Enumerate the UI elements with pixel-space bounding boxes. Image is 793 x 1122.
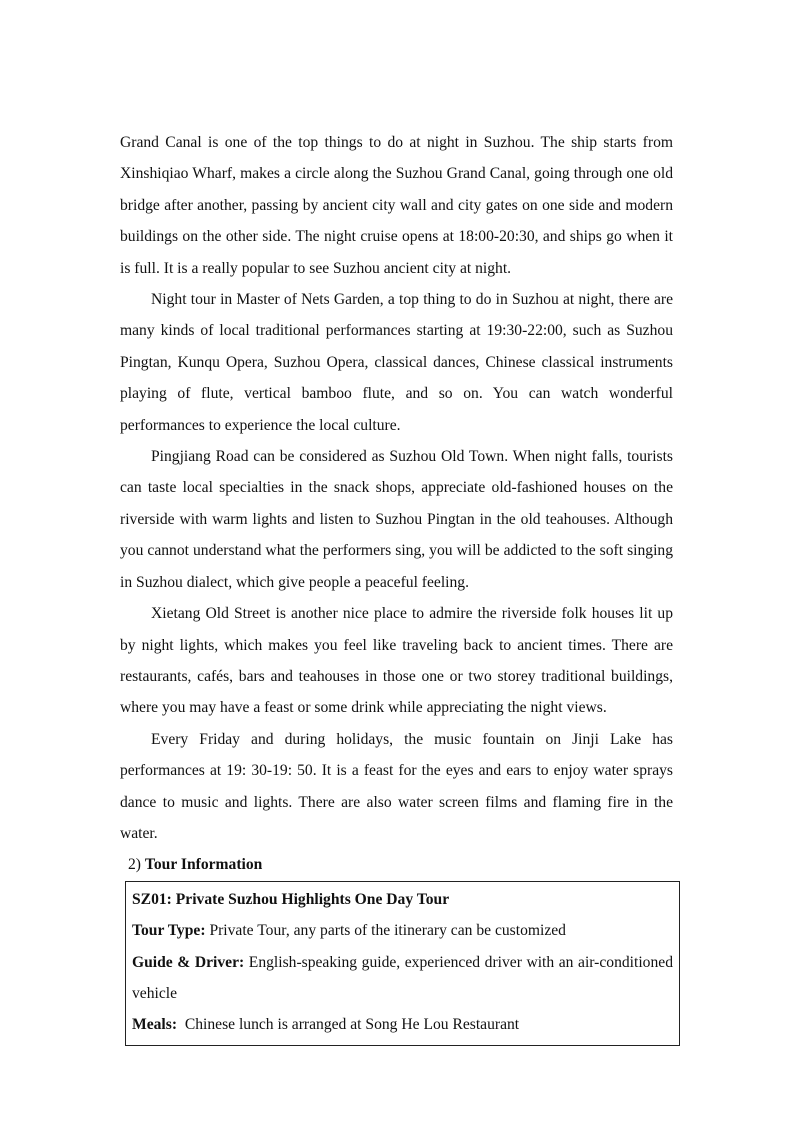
tour-info-box bbox=[125, 881, 680, 1046]
guide-driver-label: Guide & Driver: bbox=[132, 953, 245, 971]
paragraph-master-of-nets-garden: Night tour in Master of Nets Garden, a top thing to do in Suzhou at night, there are many kinds of local traditional performances starting at 19:30-22:00, such as Suzhou Pingtan, Kunqu Opera, Suzhou Opera, classical dances, Chinese classical instruments playing of flute, vertical bamboo flute, and so on. You can watch wonderful performances to experience the local culture. bbox=[120, 291, 673, 434]
tour-type-line bbox=[132, 915, 673, 946]
section-heading bbox=[120, 849, 673, 880]
guide-driver-line bbox=[132, 947, 673, 1010]
section-title: Tour Information bbox=[144, 856, 263, 874]
tour-type-label: Tour Type: bbox=[132, 922, 206, 940]
paragraph-pingjiang-road: Pingjiang Road can be considered as Suzhou Old Town. When night falls, tourists can taste local specialties in the snack shops, appreciate old-fashioned houses on the riverside with warm lights and listen to Suzhou Pingtan in the old teahouses. Although you cannot understand what the performers sing, you will be addicted to the soft singing in Suzhou dialect, which give people a peaceful feeling. bbox=[120, 448, 673, 591]
document-page bbox=[120, 127, 673, 1046]
meals-label: Meals: bbox=[132, 1016, 178, 1034]
section-number: 2) bbox=[128, 856, 141, 874]
tour-title: SZ01: Private Suzhou Highlights One Day Tour bbox=[132, 890, 450, 908]
guide-driver-value: English-speaking guide, experienced driver with an air-conditioned vehicle bbox=[132, 953, 673, 1002]
tour-type-value: Private Tour, any parts of the itinerary can be customized bbox=[209, 922, 566, 940]
paragraph-xietang-old-street: Xietang Old Street is another nice place to admire the riverside folk houses lit up by night lights, which makes you feel like traveling back to ancient times. There are restaurants, cafés, bars and teahouses in those one or two storey traditional buildings, where you may have a feast or some drink while appreciating the night views. bbox=[120, 605, 673, 717]
paragraph-grand-canal: Grand Canal is one of the top things to do at night in Suzhou. The ship starts from Xinshiqiao Wharf, makes a circle along the Suzhou Grand Canal, going through one old bridge after another, passing by ancient city wall and city gates on one side and modern buildings on the other side. The night cruise opens at 18:00-20:30, and ships go when it is full. It is a really popular to see Suzhou ancient city at night. bbox=[120, 134, 673, 277]
paragraph-jinji-lake-fountain: Every Friday and during holidays, the music fountain on Jinji Lake has performances at 19: 30-19: 50. It is a feast for the eyes and ears to enjoy water sprays dance to music and lights. There are also water screen films and flaming fire in the water. bbox=[120, 730, 673, 842]
meals-value: Chinese lunch is arranged at Song He Lou Restaurant bbox=[184, 1016, 520, 1034]
meals-line bbox=[132, 1009, 673, 1040]
